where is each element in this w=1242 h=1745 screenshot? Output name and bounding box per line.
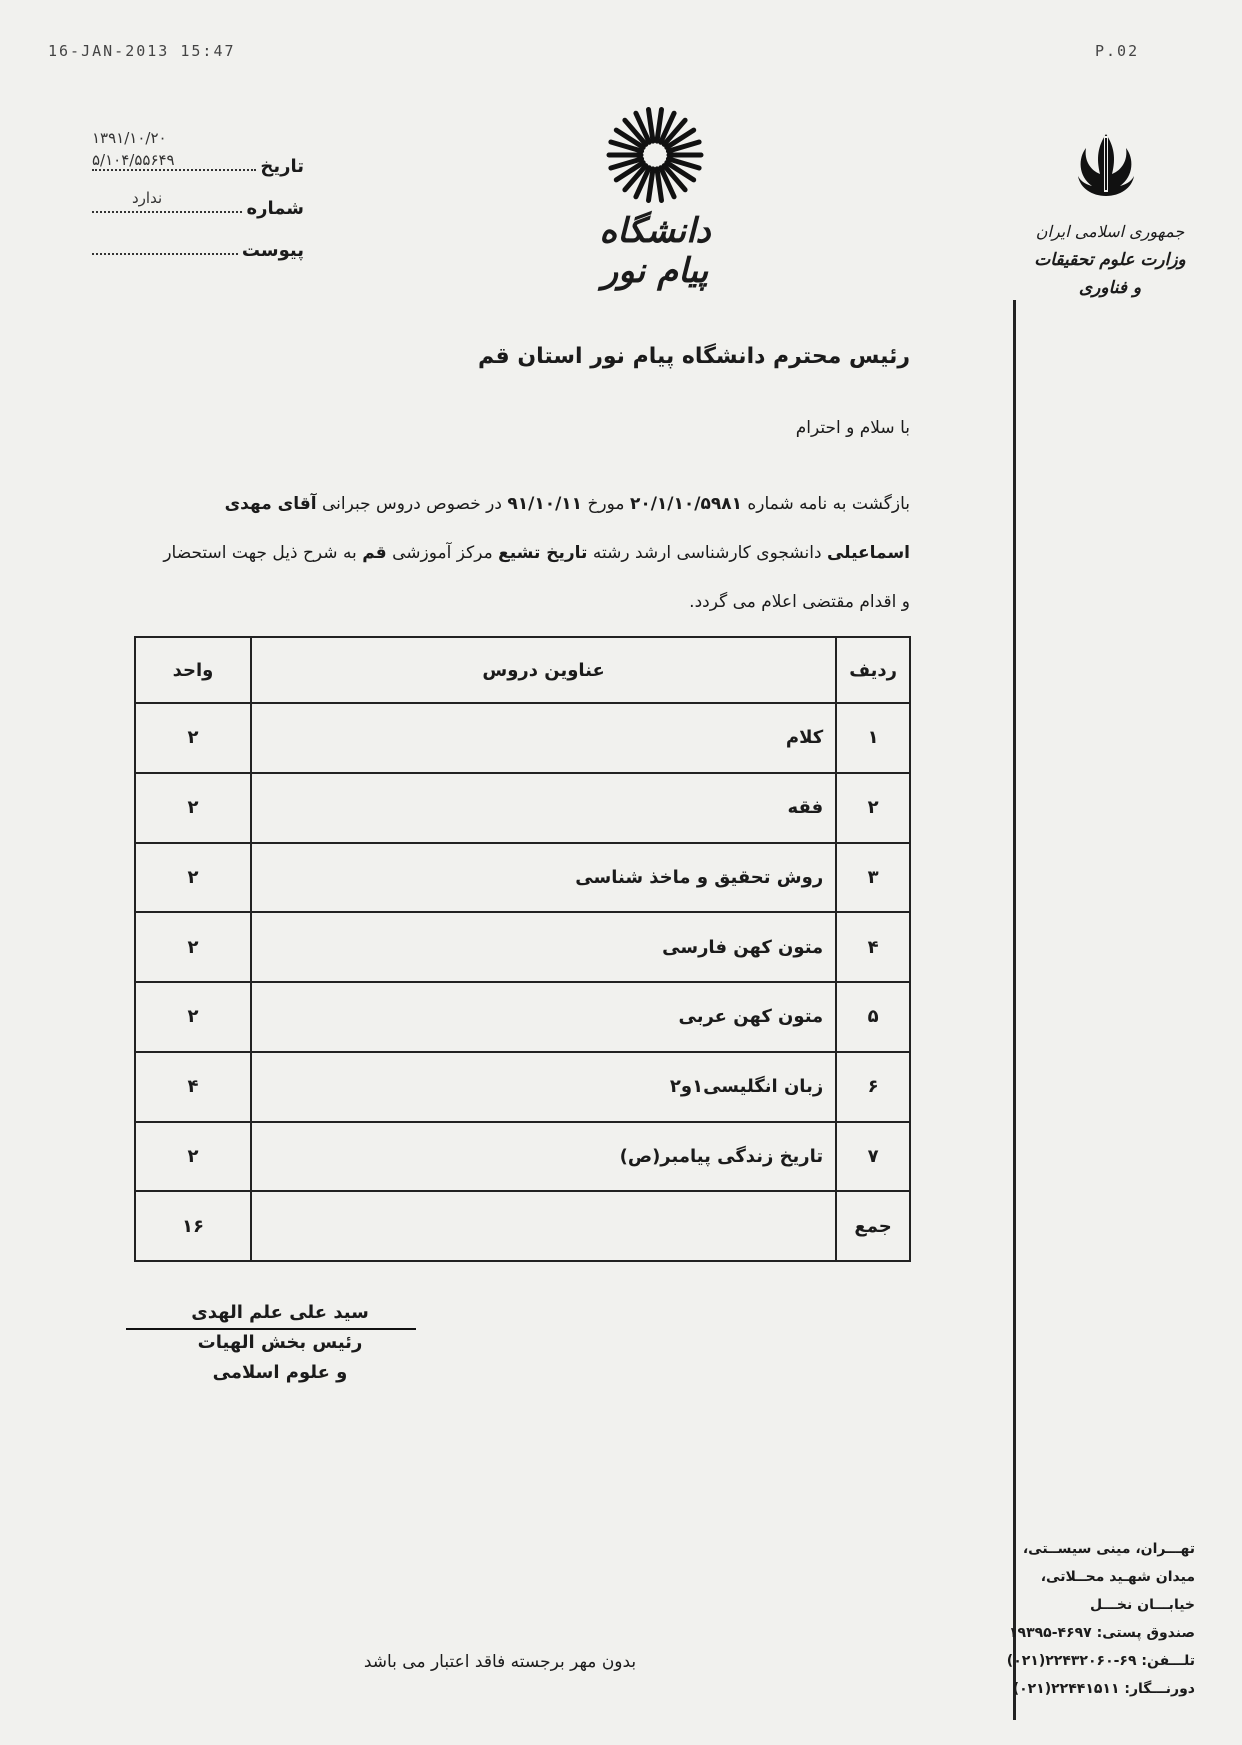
letter-meta <box>92 129 304 261</box>
signature-block <box>130 1298 430 1388</box>
attachment-value: ندارد <box>132 189 163 207</box>
attachment-row <box>92 219 304 261</box>
date-label: تاریخ <box>260 156 304 177</box>
student-name: آقای مهدی اسماعیلی <box>224 494 910 563</box>
table-row: ۵ متون کهن عربی ۲ <box>135 982 910 1052</box>
iran-emblem-icon <box>1070 128 1142 200</box>
letter-body: بازگشت به نامه شماره ۲۰/۱/۱۰/۵۹۸۱ مورخ ۹۱/۱۰/۱۱ در خصوص دروس جبرانی آقای مهدی اسماعیلی دانشجوی کارشناسی ارشد رشته تاریخ تشیع مرکز آموزشی قم به شرح ذیل جهت استحضار و اقدام مقتضی اعلام می گردد. <box>163 494 910 612</box>
signer-department: و علوم اسلامی <box>212 1362 348 1383</box>
table-row: ۱ کلام ۲ <box>135 703 910 773</box>
date-value: ۱۳۹۱/۱۰/۲۰ <box>92 129 167 147</box>
letter-date: ۹۱/۱۰/۱۱ <box>507 494 583 514</box>
field-name: تاریخ تشیع <box>498 543 588 563</box>
address-block: تهـــران، مینی سیســتی، میدان شهـید محــلاتی، خیابـــان نخـــل صندوق پستی: ۴۶۹۷-۱۹۳۹۵ تلـــفن: ۶۹-۲۲۴۳۲۰۶۰(۰۲۱) دورنـــگار: ۲۲۴۴۱۵۱۱(۰۲۱) <box>990 1535 1195 1703</box>
signer-name: سید علی علم الهدی <box>191 1302 369 1323</box>
signature-stroke <box>126 1328 416 1330</box>
phone: تلـــفن: ۶۹-۲۲۴۳۲۰۶۰(۰۲۱) <box>1006 1653 1195 1669</box>
university-emblem-icon <box>600 105 710 205</box>
table-row: ۴ متون کهن فارسی ۲ <box>135 912 910 982</box>
table-row: ۲ فقه ۲ <box>135 773 910 843</box>
margin-divider <box>1013 300 1016 1720</box>
table-row: ۳ روش تحقیق و ماخذ شناسی ۲ <box>135 843 910 913</box>
country-block <box>1030 218 1190 302</box>
fax-datetime: 16-JAN-2013 15:47 <box>48 42 236 60</box>
po-box: صندوق پستی: ۴۶۹۷-۱۹۳۹۵ <box>1008 1625 1195 1641</box>
recipient: رئیس محترم دانشگاه پیام نور استان قم <box>478 344 910 369</box>
table-header <box>135 637 910 703</box>
university-logo <box>580 105 730 291</box>
table-total-row <box>135 1191 910 1261</box>
country-name: جمهوری اسلامی ایران <box>1035 222 1185 241</box>
ministry-name: وزارت علوم تحقیقات و فناوری <box>1034 250 1186 298</box>
signer-title: رئیس بخش الهیات <box>197 1332 363 1353</box>
header-course-title: عناوین دروس <box>251 637 836 703</box>
city-name: قم <box>362 543 387 563</box>
table-row: ۶ زبان انگلیسی۱و۲ ۴ <box>135 1052 910 1122</box>
total-label: جمع <box>836 1191 910 1261</box>
greeting: با سلام و احترام <box>795 418 910 438</box>
letter-number: ۲۰/۱/۱۰/۵۹۸۱ <box>629 494 742 514</box>
table-row: ۷ تاریخ زندگی پیامبر(ص) ۲ <box>135 1122 910 1192</box>
fax-page-number: P.02 <box>1095 42 1140 60</box>
university-name: دانشگاه پیام نور <box>599 211 711 291</box>
header-units: واحد <box>135 637 251 703</box>
number-label: شماره <box>246 198 304 219</box>
attachment-label: پیوست <box>241 240 304 261</box>
footer-note: بدون مهر برجسته فاقد اعتبار می باشد <box>363 1652 637 1672</box>
number-value: ۵/۱۰۴/۵۵۶۴۹ <box>92 151 175 169</box>
header-row-number: ردیف <box>836 637 910 703</box>
total-units: ۱۶ <box>135 1191 251 1261</box>
courses-table <box>134 636 911 1262</box>
fax-number: دورنـــگار: ۲۲۴۴۱۵۱۱(۰۲۱) <box>1012 1681 1195 1697</box>
